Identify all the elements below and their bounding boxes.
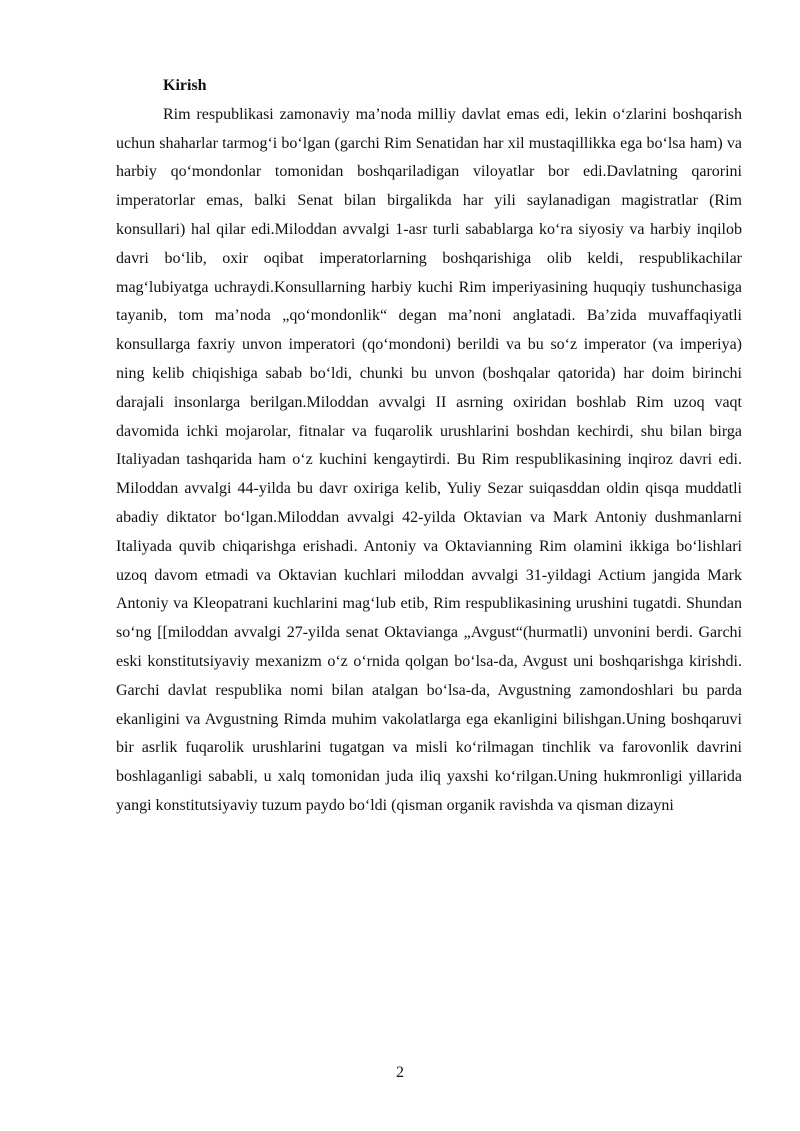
page-number: 2 [396,1064,404,1081]
body-paragraph: Rim respublikasi zamonaviy ma’noda milliy davlat emas edi, lekin o‘zlarini boshqarish uchun shaharlar tarmog‘i bo‘lgan (garchi Rim Senatidan har xil mustaqillikka ega bo‘lsa ham) va harbiy qo‘mondonlar tomonidan boshqariladigan viloyatlar bor edi.Davlatning qarorini imperatorlar emas, balki Senat bilan birgalikda har yili saylanadigan magistratlar (Rim konsullari) hal qilar edi.Miloddan avvalgi 1-asr turli sabablarga ko‘ra siyosiy va harbiy inqilob davri bo‘lib, oxir oqibat imperatorlarning boshqarishiga olib keldi, respublikachilar mag‘lubiyatga uchraydi.Konsullarning harbiy kuchi Rim imperiyasining huquqiy tushunchasiga tayanib, tom ma’noda „qo‘mondonlik“ degan ma’noni anglatadi. Ba’zida muvaffaqiyatli konsullarga faxriy unvon imperatori (qo‘mondoni) berildi va bu so‘z imperator (va imperiya) ning kelib chiqishiga sabab bo‘ldi, chunki bu unvon (boshqalar qatorida) har doim birinchi darajali insonlarga berilgan.Miloddan avvalgi II asrning oxiridan boshlab Rim uzoq vaqt davomida ichki mojarolar, fitnalar va fuqarolik urushlarini boshdan kechirdi, shu bilan birga Italiyadan tashqarida ham o‘z kuchini kengaytirdi. Bu Rim respublikasining inqiroz davri edi. Miloddan avvalgi 44-yilda bu davr oxiriga kelib, Yuliy Sezar suiqasddan oldin qisqa muddatli abadiy diktator bo‘lgan.Miloddan avvalgi 42-yilda Oktavian va Mark Antoniy dushmanlarni Italiyada quvib chiqarishga erishadi. Antoniy va Oktavianning Rim olamini ikkiga bo‘lishlari uzoq davom etmadi va Oktavian kuchlari miloddan avvalgi 31-yildagi Actium jangida Mark Antoniy va Kleopatrani kuchlarini mag‘lub etib, Rim respublikasining urushini tugatdi. Shundan so‘ng [[miloddan avvalgi 27-yilda senat Oktavianga „Avgust“(hurmatli) unvonini berdi. Garchi eski konstitutsiyaviy mexanizm o‘z o‘rnida qolgan bo‘lsa-da, Avgust uni boshqarishga kirishdi. Garchi davlat respublika nomi bilan atalgan bo‘lsa-da, Avgustning zamondoshlari bu parda ekanligini va Avgustning Rimda muhim vakolatlarga ega ekanligini bilishgan.Uning boshqaruvi bir asrlik fuqarolik urushlarini tugatgan va misli ko‘rilmagan tinchlik va farovonlik davrini boshlaganligi sababli, u xalq tomonidan juda iliq yaxshi ko‘rilgan.Uning hukmronligi yillarida yangi konstitutsiyaviy tuzum paydo bo‘ldi (qisman organik ravishda va qisman dizayni [116,105,742,814]
page-content [116,72,742,821]
section-heading: Kirish [163,77,207,94]
